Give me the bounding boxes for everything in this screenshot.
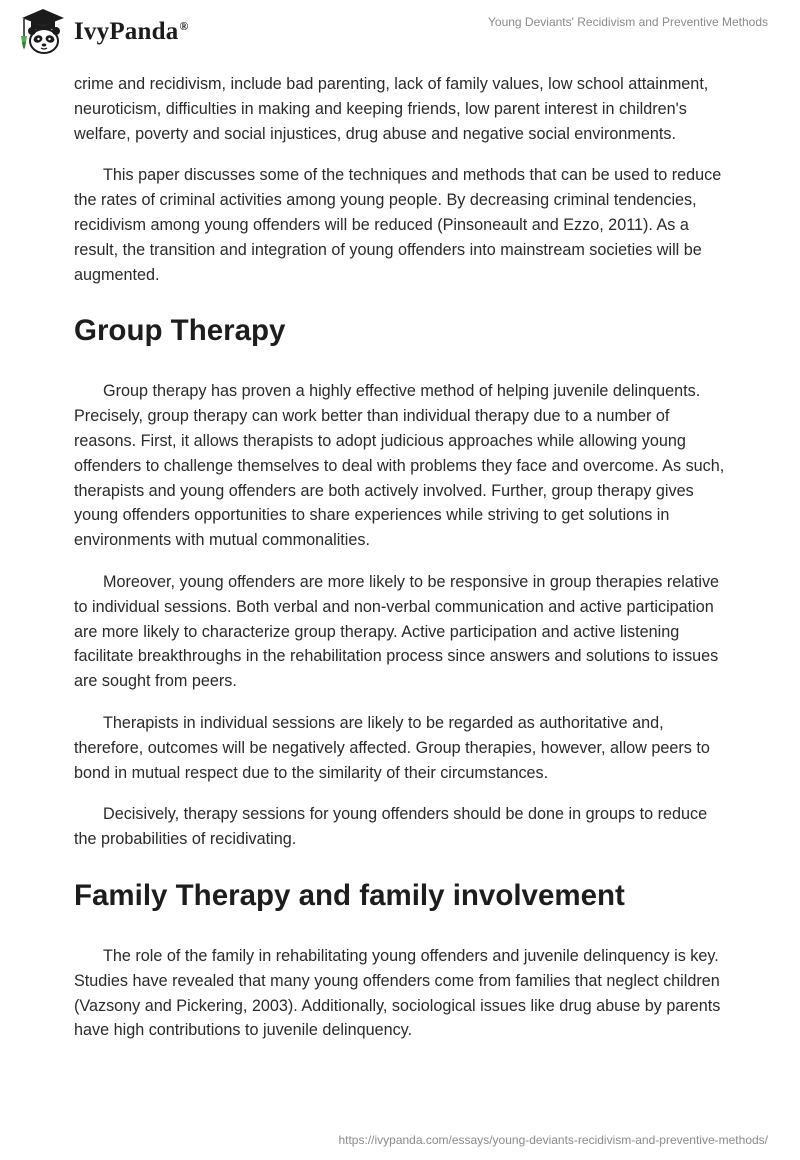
article-body — [74, 72, 730, 1060]
paragraph-group-3: Therapists in individual sessions are likely to be regarded as authoritative and, therefore, outcomes will be negatively affected. Group therapies, however, allow peers to bond in mutual respect due to the similarity of their circumstances. — [74, 713, 710, 782]
heading-group-therapy: Group Therapy — [74, 314, 286, 348]
heading-family-therapy: Family Therapy and family involvement — [74, 878, 625, 912]
paragraph-intro-2: This paper discusses some of the techniques and methods that can be used to reduce the rates of criminal activities among young people. By decreasing criminal tendencies, recidivism among young offenders will be reduced (Pinsoneault and Ezzo, 2011). As a result, the transition and integration of young offenders into mainstream societies will be augmented. — [74, 166, 722, 284]
source-url[interactable]: https://ivypanda.com/essays/young-deviants-recidivism-and-preventive-methods/ — [338, 1133, 768, 1147]
paragraph-group-1: Group therapy has proven a highly effective method of helping juvenile delinquents. Precisely, group therapy can work better than individual therapy due to a number of reasons. First, it allows therapists to adopt judicious approaches while allowing young offenders to challenge themselves to deal with problems they face and overcome. As such, therapists and young offenders are both actively involved. Further, group therapy gives young offenders opportunities to share experiences while striving to get solutions in environments with mutual commonalities. — [74, 382, 725, 550]
brand-name: IvyPanda® — [74, 18, 189, 45]
panda-graduate-icon — [14, 6, 70, 56]
document-title: Young Deviants' Recidivism and Preventive Methods — [488, 15, 768, 29]
paragraph-group-2: Moreover, young offenders are more likely to be responsive in group therapies relative to individual sessions. Both verbal and non-verbal communication and active participation are more likely to characterize group therapy. Active participation and active listening facilitate breakthroughs in the rehabilitation process since answers and solutions to issues are sought from peers. — [74, 572, 720, 691]
brand-logo[interactable] — [14, 6, 189, 56]
paragraph-group-4: Decisively, therapy sessions for young offenders should be done in groups to reduce the probabilities of recidivating. — [74, 805, 708, 849]
paragraph-intro-continued: crime and recidivism, include bad parenting, lack of family values, low school attainment, neuroticism, difficulties in making and keeping friends, low parent interest in children's welfare, poverty and social injustices, drug abuse and negative social environments. — [74, 75, 709, 143]
paragraph-family-1: The role of the family in rehabilitating young offenders and juvenile delinquency is key. Studies have revealed that many young offenders come from families that neglect children (Vazsony and Pickering, 2003). Additionally, sociological issues like drug abuse by parents have high contributions to juvenile delinquency. — [74, 946, 721, 1040]
page-header — [0, 0, 800, 64]
